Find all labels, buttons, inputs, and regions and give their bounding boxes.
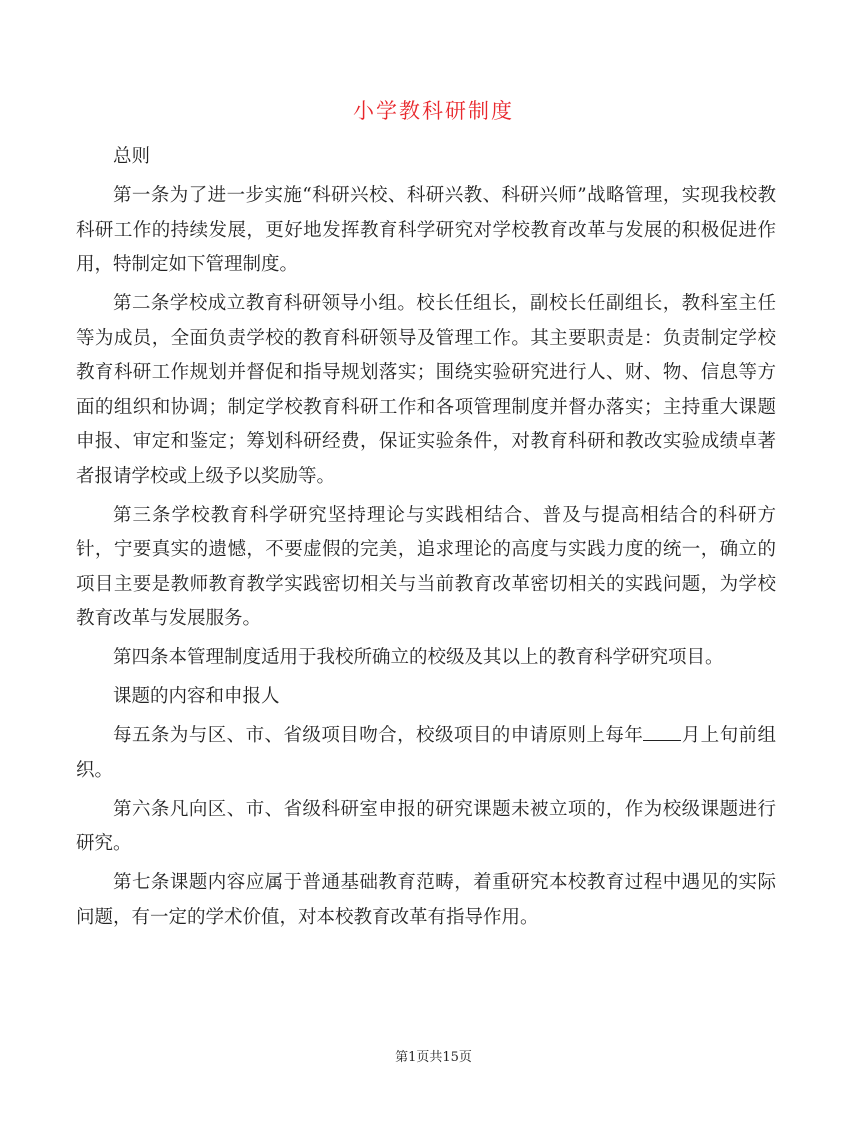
article-5-text-start: 每五条为与区、市、省级项目吻合，校级项目的申请原则上每年 [113,725,644,746]
section-heading-general: 总则 [113,146,151,167]
article-4: 第四条本管理制度适用于我校所确立的校级及其以上的教育科学研究项目。 [113,647,724,668]
document-body [76,140,776,940]
article-7: 第七条课题内容应属于普通基础教育范畴，着重研究本校教育过程中遇见的实际问题，有一定的学术价值，对本校教育改革有指导作用。 [76,872,776,928]
article-1: 第一条为了进一步实施“科研兴校、科研兴教、科研兴师”战略管理，实现我校教科研工作的持续发展，更好地发挥教育科学研究对学校教育改革与发展的积极促进作用，特制定如下管理制度。 [76,185,776,275]
section-heading-topics: 课题的内容和申报人 [113,686,280,707]
fill-in-blank [643,722,681,742]
document-title: 小学教科研制度 [353,99,514,123]
article-2: 第二条学校成立教育科研领导小组。校长任组长，副校长任副组长，教科室主任等为成员，全面负责学校的教育科研领导及管理工作。其主要职责是：负责制定学校教育科研工作规划并督促和指导规划落实；围绕实验研究进行人、财、物、信息等方面的组织和协调；制定学校教育科研工作和各项管理制度并督办落实；主持重大课题申报、审定和鉴定；筹划科研经费，保证实验条件，对教育科研和教改实验成绩卓著者报请学校或上级予以奖励等。 [76,293,776,487]
article-5 [76,719,776,788]
article-5-text-end: 月上旬前组织。 [76,725,776,781]
article-3: 第三条学校教育科学研究坚持理论与实践相结合、普及与提高相结合的科研方针，宁要真实的遗憾，不要虚假的完美，追求理论的高度与实践力度的统一，确立的项目主要是教师教育教学实践密切相关与当前教育改革密切相关的实践问题，为学校教育改革与发展服务。 [76,504,776,629]
article-6: 第六条凡向区、市、省级科研室申报的研究课题未被立项的，作为校级课题进行研究。 [76,798,776,854]
page-number: 第1页共15页 [395,1050,472,1065]
